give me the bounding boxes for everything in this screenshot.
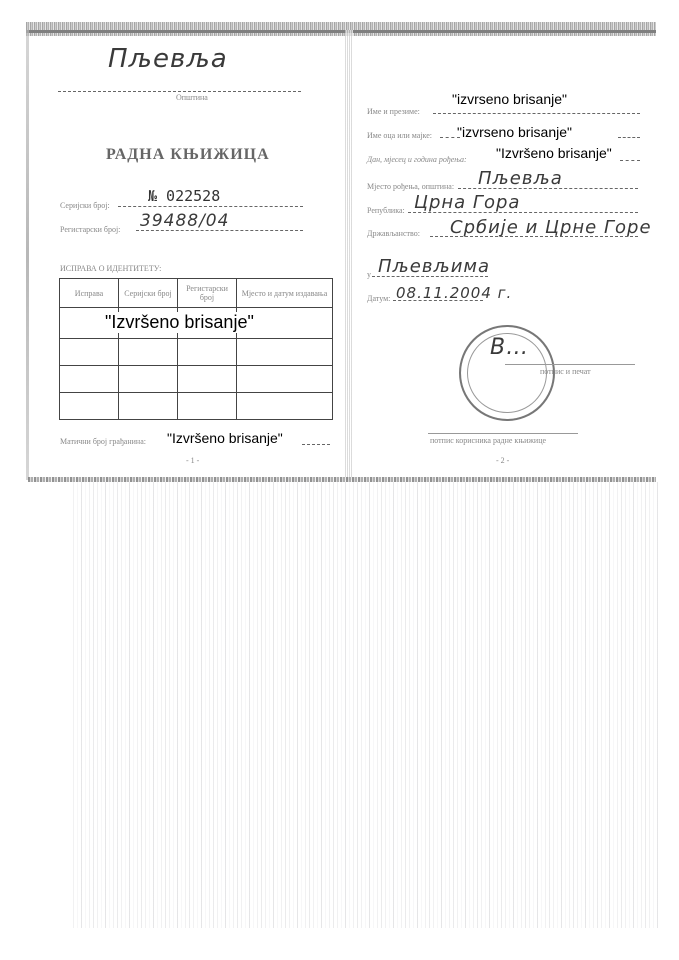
col-header-place-date: Мјесто и датум издавања — [237, 279, 333, 308]
signature-label: потпис и печат — [540, 367, 591, 376]
name-line — [433, 113, 640, 114]
col-header-document: Исправа — [60, 279, 119, 308]
parent-label: Име оца или мајке: — [367, 131, 433, 140]
place-value: Пљевљима — [378, 256, 491, 277]
name-value: "izvrseno brisanje" — [452, 91, 567, 107]
republic-label: Република: — [367, 206, 405, 215]
parent-value: "izvrseno brisanje" — [457, 124, 572, 140]
parent-line — [440, 137, 460, 138]
date-value: 08.11.2004 г. — [396, 284, 513, 302]
serial-label: Серијски број: — [60, 201, 110, 210]
citizen-id-redaction: "Izvršeno brisanje" — [167, 430, 283, 446]
birthdate-label: Дан, мјесец и година рођења: — [367, 155, 467, 164]
redaction-table: "Izvršeno brisanje" — [105, 312, 254, 332]
booklet-fold — [345, 30, 353, 480]
registry-label: Регистарски број: — [60, 225, 121, 234]
col-header-registry: Регистарски број — [178, 279, 237, 308]
signature-line — [505, 364, 635, 365]
scan-artifact-left-edge — [26, 30, 29, 480]
holder-signature-label: потпис корисника радне књижице — [430, 436, 547, 445]
table-row — [60, 366, 333, 393]
official-signature: B… — [490, 335, 530, 360]
birthdate-value: "Izvršeno brisanje" — [496, 145, 612, 161]
serial-value: № 022528 — [148, 187, 221, 205]
citizenship-line — [430, 236, 638, 237]
citizen-id-line — [302, 444, 330, 445]
birthplace-label: Мјесто рођења, општина: — [367, 182, 455, 191]
birthdate-line — [620, 160, 640, 161]
parent-line-end — [618, 137, 640, 138]
col-header-serial: Серијски број — [119, 279, 178, 308]
date-line — [393, 300, 483, 301]
scanner-streaks — [70, 482, 660, 928]
birthplace-value: Пљевља — [478, 168, 563, 189]
serial-line — [118, 206, 303, 207]
republic-value: Црна Гора — [414, 192, 521, 213]
republic-line — [408, 212, 638, 213]
municipality-handwritten: Пљевља — [108, 44, 228, 74]
page-number-left: - 1 - — [186, 456, 200, 465]
municipality-label: Општина — [176, 93, 208, 102]
registry-value: 39488/04 — [140, 211, 230, 231]
citizenship-label: Држављанство: — [367, 229, 420, 238]
page-number-right: - 2 - — [496, 456, 510, 465]
name-label: Име и презиме: — [367, 107, 420, 116]
date-label: Датум: — [367, 294, 391, 303]
holder-signature-line — [428, 433, 578, 434]
birthplace-line — [458, 188, 638, 189]
identity-section-label: ИСПРАВА О ИДЕНТИТЕТУ: — [60, 264, 162, 273]
table-row — [60, 339, 333, 366]
municipality-line — [58, 91, 301, 92]
place-line — [372, 276, 488, 277]
place-prefix: у — [367, 270, 371, 279]
citizenship-value: Србије и Црне Горе — [450, 217, 652, 238]
registry-line — [136, 230, 303, 231]
scan-artifact-top — [26, 22, 656, 36]
identity-table — [59, 278, 333, 420]
citizen-id-label: Матични број грађанина: — [60, 437, 146, 446]
document-title: РАДНА КЊИЖИЦА — [106, 146, 270, 163]
table-row — [60, 393, 333, 420]
